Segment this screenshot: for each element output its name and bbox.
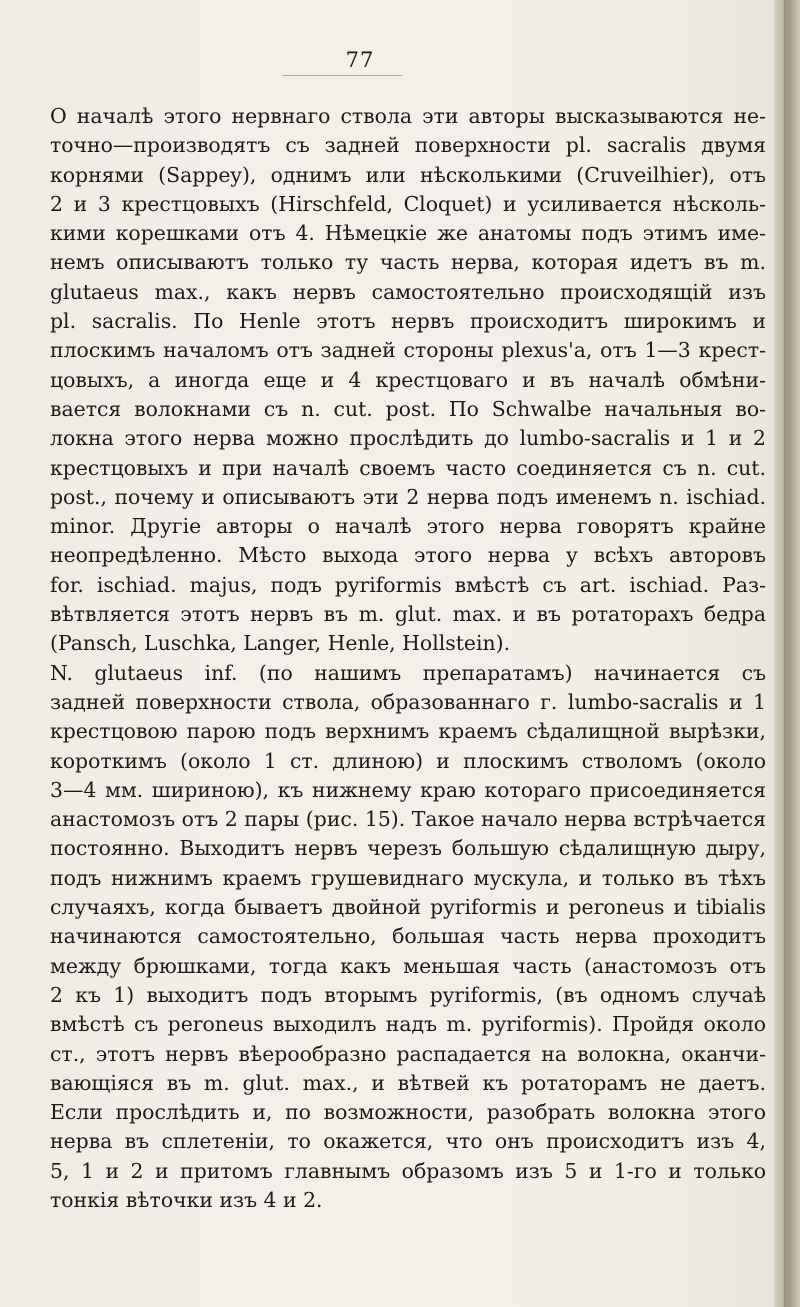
text-line: локна этого нерва можно прослѣдить до lumbo-sacralis и 1 и 2	[50, 426, 766, 451]
text-line: плоскимъ началомъ отъ задней стороны plexus'а, отъ 1—3 крест-	[50, 338, 766, 363]
text-line: glutaeus max., какъ нервъ самостоятельно происходящій изъ	[50, 279, 766, 304]
text-line: О началѣ этого нервнаго ствола эти авторы высказываются не-	[50, 104, 766, 128]
text-line: Если прослѣдить и, по возможности, разобрать волокна этого	[50, 1100, 766, 1125]
text-line: ст., этотъ нервъ вѣерообразно распадается на волокна, оканчи-	[50, 1041, 766, 1066]
text-line: тонкія вѣточки изъ 4 и 2.	[50, 1187, 323, 1212]
page-number: 77	[345, 48, 375, 72]
text-line: цовыхъ, а иногда еще и 4 крестцоваго и въ началѣ обмѣни-	[50, 367, 766, 392]
text-line: подъ нижнимъ краемъ грушевиднаго мускула, и только въ тѣхъ	[50, 865, 766, 890]
text-line: корнями (Sappey), однимъ или нѣсколькими (Cruveilhier), отъ	[50, 162, 766, 187]
text-line: случаяхъ, когда бываетъ двойной pyriformis и peroneus и tibialis	[50, 895, 766, 920]
text-line: точно—производятъ съ задней поверхности pl. sacralis двумя	[50, 133, 766, 158]
text-line: вающіяся въ m. glut. max., и вѣтвей къ ротаторамъ не даетъ.	[50, 1070, 766, 1095]
body-text	[50, 102, 766, 1215]
text-line: вѣтвляется этотъ нервъ въ m. glut. max. и въ ротаторахъ бедра	[50, 602, 766, 627]
text-line: pl. sacralis. По Henle этотъ нервъ происходитъ широкимъ и	[50, 309, 766, 334]
text-line: 2 къ 1) выходитъ подъ вторымъ pyriformis, (въ одномъ случаѣ	[50, 982, 766, 1007]
text-line: вмѣстѣ съ peroneus выходилъ надъ m. pyriformis). Пройдя около	[50, 1012, 766, 1037]
text-line: post., почему и описываютъ эти 2 нерва подъ именемъ n. ischiad.	[50, 484, 766, 509]
text-line: 2 и 3 крестцовыхъ (Hirschfeld, Cloquet) и усиливается нѣсколь-	[50, 191, 766, 216]
text-line: задней поверхности ствола, образованнаго г. lumbo-sacralis и 1	[50, 689, 766, 714]
text-line: немъ описываютъ только ту часть нерва, которая идетъ въ m.	[50, 250, 766, 275]
text-line: анастомозъ отъ 2 пары (рис. 15). Такое начало нерва встрѣчается	[50, 807, 766, 832]
text-line: начинаются самостоятельно, большая часть нерва проходитъ	[50, 924, 766, 949]
text-line: N. glutaeus inf. (по нашимъ препаратамъ) начинается съ	[50, 660, 766, 685]
text-line: minor. Другіе авторы о началѣ этого нерва говорятъ крайне	[50, 514, 766, 539]
text-line: короткимъ (около 1 ст. длиною) и плоскимъ стволомъ (около	[50, 748, 766, 773]
text-line: 3—4 мм. шириною), къ нижнему краю котораго присоединяется	[50, 777, 766, 802]
text-line: нерва въ сплетеніи, то окажется, что онъ происходитъ изъ 4,	[50, 1129, 766, 1154]
text-line: кими корешками отъ 4. Нѣмецкіе же анатомы подъ этимъ име-	[50, 221, 766, 246]
page-binding-edge	[774, 0, 800, 1307]
header-rule	[282, 75, 402, 76]
text-line: вается волокнами съ n. cut. post. По Schwalbe начальныя во-	[50, 396, 766, 421]
text-line: крестцовою парою подъ верхнимъ краемъ сѣдалищной вырѣзки,	[50, 719, 766, 744]
text-line: крестцовыхъ и при началѣ своемъ часто соединяется съ n. cut.	[50, 455, 766, 480]
text-line: постоянно. Выходитъ нервъ черезъ большую сѣдалищную дыру,	[50, 836, 766, 861]
text-line: 5, 1 и 2 и притомъ главнымъ образомъ изъ 5 и 1-го и только	[50, 1158, 766, 1183]
text-line: (Pansch, Luschka, Langer, Henle, Hollstein).	[50, 631, 511, 656]
text-line: for. ischiad. majus, подъ pyriformis вмѣстѣ съ art. ischiad. Раз-	[50, 572, 766, 597]
text-line: между брюшками, тогда какъ меньшая часть (анастомозъ отъ	[50, 953, 766, 978]
text-line: неопредѣленно. Мѣсто выхода этого нерва у всѣхъ авторовъ	[50, 543, 766, 568]
